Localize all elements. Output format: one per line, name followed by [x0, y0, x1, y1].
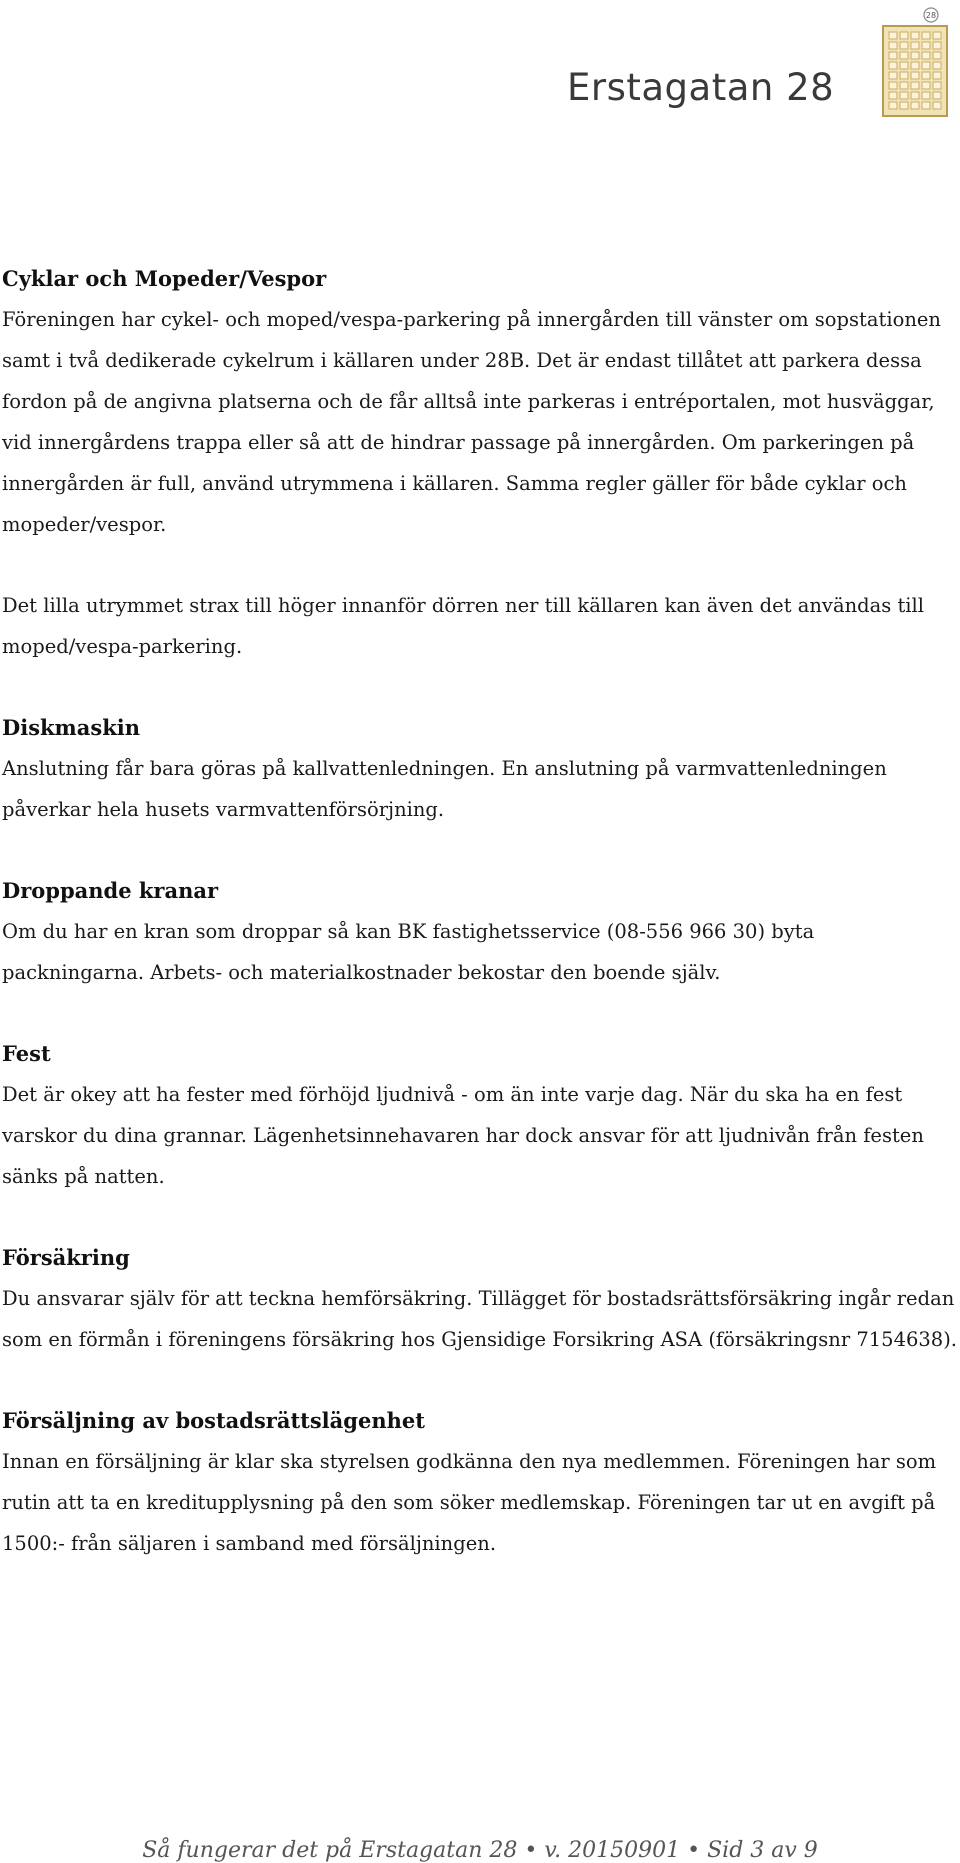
- logo-window: [933, 62, 941, 69]
- logo-window: [889, 32, 897, 39]
- logo-window: [933, 92, 941, 99]
- logo-window: [933, 82, 941, 89]
- document-body: [2, 258, 958, 1604]
- logo-window: [900, 82, 908, 89]
- section-fest: [2, 1033, 958, 1197]
- section-paragraph: Om du har en kran som droppar så kan BK fastighetsservice (08-556 966 30) byta packningarna. Arbets- och materialkostnader bekostar den boende själv.: [2, 920, 815, 984]
- building-logo-icon: [880, 6, 950, 118]
- section-paragraph: Föreningen har cykel- och moped/vespa-parkering på innergården till vänster om sopstationen samt i två dedikerade cykelrum i källaren under 28B. Det är endast tillåtet att parkera dessa fordon på de angivna platserna och de får alltså inte parkeras i entréportalen, mot husväggar, vid innergårdens trappa eller så att de hindrar passage på innergården. Om parkeringen på innergården är full, använd utrymmena i källaren. Samma regler gäller för både cyklar och mopeder/vespor.: [2, 308, 941, 536]
- logo-window: [889, 62, 897, 69]
- logo-window: [933, 52, 941, 59]
- logo-window: [900, 42, 908, 49]
- logo-window: [911, 82, 919, 89]
- logo-window: [900, 52, 908, 59]
- logo-window: [922, 92, 930, 99]
- logo-window: [933, 32, 941, 39]
- logo-window: [889, 42, 897, 49]
- logo-window: [889, 102, 897, 109]
- section-heading: Droppande kranar: [2, 878, 219, 903]
- section-paragraph: Anslutning får bara göras på kallvattenledningen. En anslutning på varmvattenledningen påverkar hela husets varmvattenförsörjning.: [2, 757, 887, 821]
- logo-window: [911, 42, 919, 49]
- section-cyklar: [2, 258, 958, 667]
- logo-window: [889, 92, 897, 99]
- logo-window: [922, 42, 930, 49]
- logo-window: [889, 52, 897, 59]
- logo-window: [900, 32, 908, 39]
- logo-window: [922, 72, 930, 79]
- section-heading: Fest: [2, 1041, 51, 1066]
- logo-window: [911, 62, 919, 69]
- logo-number: 28: [925, 11, 937, 20]
- section-paragraph: Det lilla utrymmet strax till höger innanför dörren ner till källaren kan även det användas till moped/vespa-parkering.: [2, 594, 924, 658]
- logo-window: [922, 62, 930, 69]
- logo-window: [900, 72, 908, 79]
- logo-window: [922, 82, 930, 89]
- logo-window: [900, 92, 908, 99]
- logo-window: [911, 32, 919, 39]
- logo-window: [911, 72, 919, 79]
- page-footer: Så fungerar det på Erstagatan 28 • v. 20150901 • Sid 3 av 9: [142, 1838, 818, 1863]
- logo-window: [911, 92, 919, 99]
- logo-window: [900, 62, 908, 69]
- logo-window: [911, 52, 919, 59]
- brand-name: Erstagatan 28: [567, 66, 835, 109]
- section-droppande-kranar: [2, 870, 958, 993]
- page-header: [0, 0, 960, 130]
- section-forsaljning: [2, 1400, 958, 1564]
- logo-window: [911, 102, 919, 109]
- logo-window: [900, 102, 908, 109]
- logo-window: [922, 102, 930, 109]
- logo-window: [889, 72, 897, 79]
- section-heading: Försäkring: [2, 1245, 130, 1270]
- section-paragraph: Du ansvarar själv för att teckna hemförsäkring. Tillägget för bostadsrättsförsäkring ingår redan som en förmån i föreningens försäkring hos Gjensidige Forsikring ASA (försäkringsnr 7154638).: [2, 1287, 957, 1351]
- logo-window: [933, 42, 941, 49]
- section-paragraph: Innan en försäljning är klar ska styrelsen godkänna den nya medlemmen. Föreningen har som rutin att ta en kreditupplysning på den som söker medlemskap. Föreningen tar ut en avgift på 1500:- från säljaren i samband med försäljningen.: [2, 1450, 937, 1555]
- logo-window: [922, 32, 930, 39]
- logo-window: [933, 72, 941, 79]
- section-forsakring: [2, 1237, 958, 1360]
- section-heading: Försäljning av bostadsrättslägenhet: [2, 1408, 425, 1433]
- logo-window: [933, 102, 941, 109]
- section-heading: Diskmaskin: [2, 715, 141, 740]
- section-heading: Cyklar och Mopeder/Vespor: [2, 266, 327, 291]
- section-paragraph: Det är okey att ha fester med förhöjd ljudnivå - om än inte varje dag. När du ska ha en fest varskor du dina grannar. Lägenhetsinnehavaren har dock ansvar för att ljudnivån från festen sänks på natten.: [2, 1083, 924, 1188]
- logo-window: [889, 82, 897, 89]
- section-diskmaskin: [2, 707, 958, 830]
- logo-window: [922, 52, 930, 59]
